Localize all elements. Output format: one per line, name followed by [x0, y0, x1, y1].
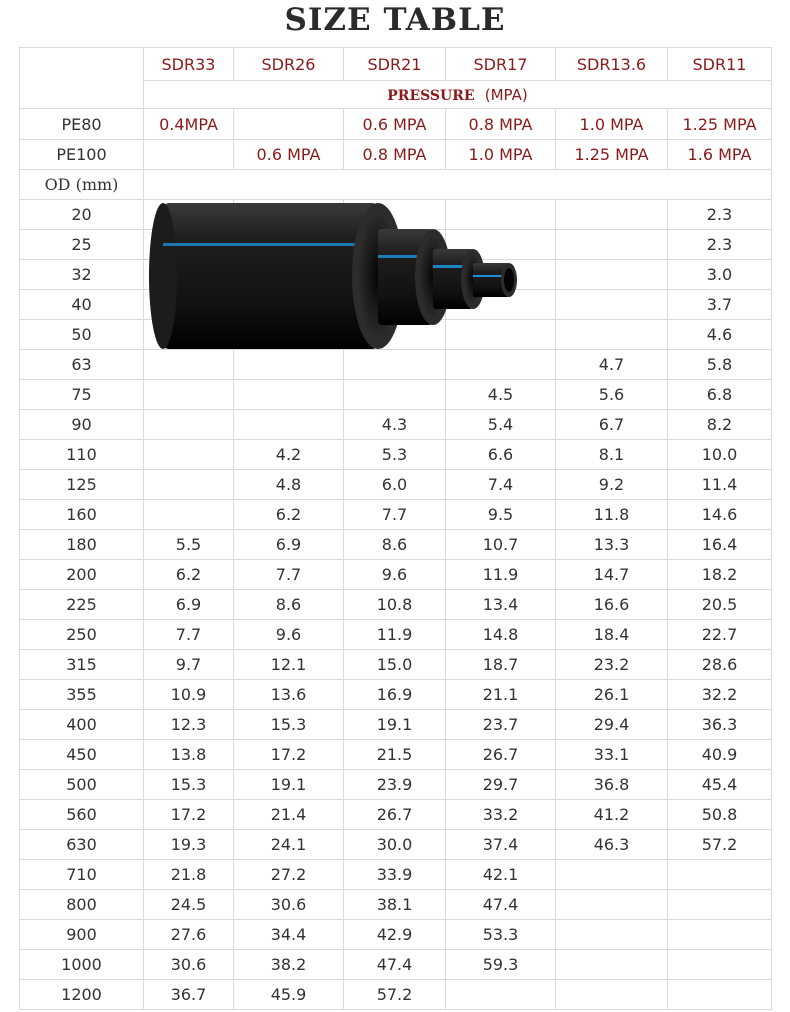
- wall-thickness-cell: 29.7: [446, 770, 556, 800]
- wall-thickness-cell: 7.4: [446, 470, 556, 500]
- wall-thickness-cell: [344, 200, 446, 230]
- wall-thickness-cell: 8.2: [668, 410, 772, 440]
- wall-thickness-cell: 2.3: [668, 200, 772, 230]
- wall-thickness-cell: 7.7: [234, 560, 344, 590]
- wall-thickness-cell: 57.2: [344, 980, 446, 1010]
- wall-thickness-cell: 9.5: [446, 500, 556, 530]
- wall-thickness-cell: 13.6: [234, 680, 344, 710]
- pe80-row: [20, 109, 772, 140]
- wall-thickness-cell: [344, 320, 446, 350]
- od-value: 355: [20, 680, 144, 710]
- wall-thickness-cell: 29.4: [556, 710, 668, 740]
- wall-thickness-cell: 37.4: [446, 830, 556, 860]
- size-table-body: [20, 48, 772, 1010]
- table-row: [20, 350, 772, 380]
- pe100-pressure-value: 1.6 MPA: [668, 140, 772, 170]
- wall-thickness-cell: 5.8: [668, 350, 772, 380]
- wall-thickness-cell: 47.4: [344, 950, 446, 980]
- od-value: 630: [20, 830, 144, 860]
- wall-thickness-cell: [234, 200, 344, 230]
- pe100-pressure-value: 0.8 MPA: [344, 140, 446, 170]
- wall-thickness-cell: 11.9: [344, 620, 446, 650]
- table-row: [20, 530, 772, 560]
- od-value: 50: [20, 320, 144, 350]
- wall-thickness-cell: 32.2: [668, 680, 772, 710]
- wall-thickness-cell: 26.7: [344, 800, 446, 830]
- wall-thickness-cell: 6.2: [144, 560, 234, 590]
- wall-thickness-cell: 16.6: [556, 590, 668, 620]
- wall-thickness-cell: 3.7: [668, 290, 772, 320]
- wall-thickness-cell: [556, 980, 668, 1010]
- wall-thickness-cell: 10.8: [344, 590, 446, 620]
- wall-thickness-cell: 21.8: [144, 860, 234, 890]
- table-row: [20, 560, 772, 590]
- wall-thickness-cell: 33.9: [344, 860, 446, 890]
- sdr-header: SDR11: [668, 48, 772, 81]
- wall-thickness-cell: 14.8: [446, 620, 556, 650]
- wall-thickness-cell: [144, 260, 234, 290]
- table-row: [20, 650, 772, 680]
- wall-thickness-cell: [556, 230, 668, 260]
- wall-thickness-cell: 17.2: [144, 800, 234, 830]
- wall-thickness-cell: 2.3: [668, 230, 772, 260]
- wall-thickness-cell: 27.2: [234, 860, 344, 890]
- wall-thickness-cell: 9.6: [344, 560, 446, 590]
- od-value: 25: [20, 230, 144, 260]
- od-value: 200: [20, 560, 144, 590]
- wall-thickness-cell: [344, 260, 446, 290]
- wall-thickness-cell: 21.5: [344, 740, 446, 770]
- table-row: [20, 950, 772, 980]
- wall-thickness-cell: [144, 500, 234, 530]
- wall-thickness-cell: 42.9: [344, 920, 446, 950]
- wall-thickness-cell: [144, 380, 234, 410]
- wall-thickness-cell: 59.3: [446, 950, 556, 980]
- table-row: [20, 710, 772, 740]
- pe80-pressure-value: 0.4MPA: [144, 109, 234, 140]
- wall-thickness-cell: 11.4: [668, 470, 772, 500]
- wall-thickness-cell: 19.1: [344, 710, 446, 740]
- wall-thickness-cell: [446, 320, 556, 350]
- wall-thickness-cell: [556, 860, 668, 890]
- sdr-header: SDR13.6: [556, 48, 668, 81]
- pe100-pressure-value: 1.25 MPA: [556, 140, 668, 170]
- pe100-row: [20, 140, 772, 170]
- wall-thickness-cell: 13.8: [144, 740, 234, 770]
- wall-thickness-cell: 23.2: [556, 650, 668, 680]
- wall-thickness-cell: [234, 350, 344, 380]
- wall-thickness-cell: 5.5: [144, 530, 234, 560]
- od-value: 710: [20, 860, 144, 890]
- od-value: 560: [20, 800, 144, 830]
- wall-thickness-cell: 57.2: [668, 830, 772, 860]
- wall-thickness-cell: 30.0: [344, 830, 446, 860]
- wall-thickness-cell: [234, 320, 344, 350]
- od-value: 400: [20, 710, 144, 740]
- table-row: [20, 980, 772, 1010]
- wall-thickness-cell: [668, 920, 772, 950]
- wall-thickness-cell: 4.7: [556, 350, 668, 380]
- wall-thickness-cell: 5.3: [344, 440, 446, 470]
- wall-thickness-cell: [556, 290, 668, 320]
- od-label-spacer: [144, 170, 772, 200]
- wall-thickness-cell: [556, 950, 668, 980]
- wall-thickness-cell: 4.8: [234, 470, 344, 500]
- wall-thickness-cell: 47.4: [446, 890, 556, 920]
- wall-thickness-cell: 8.6: [344, 530, 446, 560]
- wall-thickness-cell: [144, 470, 234, 500]
- wall-thickness-cell: 4.3: [344, 410, 446, 440]
- wall-thickness-cell: [446, 980, 556, 1010]
- wall-thickness-cell: [234, 380, 344, 410]
- wall-thickness-cell: 12.1: [234, 650, 344, 680]
- corner-cell: [20, 48, 144, 109]
- sdr-header-row: [20, 48, 772, 81]
- wall-thickness-cell: [144, 290, 234, 320]
- wall-thickness-cell: [668, 980, 772, 1010]
- pe80-pressure-value: [234, 109, 344, 140]
- table-row: [20, 830, 772, 860]
- wall-thickness-cell: [144, 230, 234, 260]
- wall-thickness-cell: [144, 350, 234, 380]
- wall-thickness-cell: [668, 950, 772, 980]
- table-row: [20, 620, 772, 650]
- od-value: 180: [20, 530, 144, 560]
- wall-thickness-cell: 11.8: [556, 500, 668, 530]
- wall-thickness-cell: 28.6: [668, 650, 772, 680]
- wall-thickness-cell: 6.9: [234, 530, 344, 560]
- wall-thickness-cell: [144, 440, 234, 470]
- wall-thickness-cell: 38.2: [234, 950, 344, 980]
- wall-thickness-cell: 21.1: [446, 680, 556, 710]
- wall-thickness-cell: 46.3: [556, 830, 668, 860]
- wall-thickness-cell: 40.9: [668, 740, 772, 770]
- wall-thickness-cell: [234, 260, 344, 290]
- pe100-label: PE100: [20, 140, 144, 170]
- pressure-header: [144, 81, 772, 109]
- table-row: [20, 500, 772, 530]
- wall-thickness-cell: 42.1: [446, 860, 556, 890]
- wall-thickness-cell: 4.5: [446, 380, 556, 410]
- wall-thickness-cell: 34.4: [234, 920, 344, 950]
- od-value: 75: [20, 380, 144, 410]
- wall-thickness-cell: [234, 230, 344, 260]
- wall-thickness-cell: 9.7: [144, 650, 234, 680]
- wall-thickness-cell: 45.4: [668, 770, 772, 800]
- wall-thickness-cell: [556, 890, 668, 920]
- table-row: [20, 260, 772, 290]
- wall-thickness-cell: 7.7: [344, 500, 446, 530]
- table-row: [20, 860, 772, 890]
- pressure-unit: (MPA): [484, 86, 528, 104]
- wall-thickness-cell: 10.7: [446, 530, 556, 560]
- wall-thickness-cell: 3.0: [668, 260, 772, 290]
- wall-thickness-cell: 10.9: [144, 680, 234, 710]
- od-value: 110: [20, 440, 144, 470]
- wall-thickness-cell: 6.6: [446, 440, 556, 470]
- pe80-pressure-value: 1.0 MPA: [556, 109, 668, 140]
- wall-thickness-cell: 4.2: [234, 440, 344, 470]
- wall-thickness-cell: 11.9: [446, 560, 556, 590]
- pe100-pressure-value: [144, 140, 234, 170]
- wall-thickness-cell: 16.9: [344, 680, 446, 710]
- wall-thickness-cell: 30.6: [234, 890, 344, 920]
- wall-thickness-cell: 13.4: [446, 590, 556, 620]
- pe80-label: PE80: [20, 109, 144, 140]
- pe100-pressure-value: 0.6 MPA: [234, 140, 344, 170]
- table-row: [20, 740, 772, 770]
- wall-thickness-cell: 23.7: [446, 710, 556, 740]
- wall-thickness-cell: 36.8: [556, 770, 668, 800]
- wall-thickness-cell: 9.2: [556, 470, 668, 500]
- wall-thickness-cell: 10.0: [668, 440, 772, 470]
- wall-thickness-cell: 45.9: [234, 980, 344, 1010]
- wall-thickness-cell: 22.7: [668, 620, 772, 650]
- table-row: [20, 590, 772, 620]
- od-value: 225: [20, 590, 144, 620]
- wall-thickness-cell: [446, 200, 556, 230]
- wall-thickness-cell: [144, 320, 234, 350]
- sdr-header: SDR17: [446, 48, 556, 81]
- od-value: 32: [20, 260, 144, 290]
- wall-thickness-cell: 14.6: [668, 500, 772, 530]
- wall-thickness-cell: 15.3: [144, 770, 234, 800]
- wall-thickness-cell: [446, 230, 556, 260]
- wall-thickness-cell: [446, 260, 556, 290]
- wall-thickness-cell: 24.1: [234, 830, 344, 860]
- table-row: [20, 680, 772, 710]
- wall-thickness-cell: 5.4: [446, 410, 556, 440]
- od-value: 125: [20, 470, 144, 500]
- wall-thickness-cell: 8.1: [556, 440, 668, 470]
- wall-thickness-cell: 26.7: [446, 740, 556, 770]
- wall-thickness-cell: [344, 290, 446, 320]
- od-value: 160: [20, 500, 144, 530]
- table-row: [20, 470, 772, 500]
- od-value: 450: [20, 740, 144, 770]
- table-row: [20, 770, 772, 800]
- wall-thickness-cell: [234, 410, 344, 440]
- wall-thickness-cell: [344, 380, 446, 410]
- od-value: 63: [20, 350, 144, 380]
- wall-thickness-cell: 14.7: [556, 560, 668, 590]
- page-title: SIZE TABLE: [284, 2, 506, 38]
- wall-thickness-cell: [234, 290, 344, 320]
- wall-thickness-cell: 16.4: [668, 530, 772, 560]
- wall-thickness-cell: 6.8: [668, 380, 772, 410]
- wall-thickness-cell: 15.3: [234, 710, 344, 740]
- wall-thickness-cell: 53.3: [446, 920, 556, 950]
- table-row: [20, 800, 772, 830]
- od-value: 1000: [20, 950, 144, 980]
- wall-thickness-cell: 5.6: [556, 380, 668, 410]
- od-label-row: [20, 170, 772, 200]
- wall-thickness-cell: 19.3: [144, 830, 234, 860]
- od-value: 250: [20, 620, 144, 650]
- wall-thickness-cell: 21.4: [234, 800, 344, 830]
- wall-thickness-cell: [556, 920, 668, 950]
- wall-thickness-cell: 6.9: [144, 590, 234, 620]
- od-value: 40: [20, 290, 144, 320]
- wall-thickness-cell: 26.1: [556, 680, 668, 710]
- wall-thickness-cell: 18.7: [446, 650, 556, 680]
- pe80-pressure-value: 1.25 MPA: [668, 109, 772, 140]
- od-value: 800: [20, 890, 144, 920]
- od-value: 900: [20, 920, 144, 950]
- wall-thickness-cell: 19.1: [234, 770, 344, 800]
- wall-thickness-cell: 18.4: [556, 620, 668, 650]
- wall-thickness-cell: [556, 320, 668, 350]
- wall-thickness-cell: [144, 410, 234, 440]
- od-value: 1200: [20, 980, 144, 1010]
- wall-thickness-cell: 4.6: [668, 320, 772, 350]
- table-row: [20, 380, 772, 410]
- wall-thickness-cell: [446, 350, 556, 380]
- od-value: 500: [20, 770, 144, 800]
- pressure-label: PRESSURE: [387, 88, 475, 104]
- wall-thickness-cell: 27.6: [144, 920, 234, 950]
- wall-thickness-cell: 15.0: [344, 650, 446, 680]
- table-row: [20, 290, 772, 320]
- wall-thickness-cell: 24.5: [144, 890, 234, 920]
- table-row: [20, 320, 772, 350]
- wall-thickness-cell: 18.2: [668, 560, 772, 590]
- wall-thickness-cell: 6.2: [234, 500, 344, 530]
- od-value: 20: [20, 200, 144, 230]
- wall-thickness-cell: 8.6: [234, 590, 344, 620]
- table-row: [20, 440, 772, 470]
- wall-thickness-cell: 33.2: [446, 800, 556, 830]
- wall-thickness-cell: [556, 260, 668, 290]
- table-row: [20, 200, 772, 230]
- wall-thickness-cell: 17.2: [234, 740, 344, 770]
- table-row: [20, 230, 772, 260]
- od-label: OD (mm): [20, 170, 144, 200]
- wall-thickness-cell: 36.3: [668, 710, 772, 740]
- wall-thickness-cell: [344, 350, 446, 380]
- sdr-header: SDR33: [144, 48, 234, 81]
- wall-thickness-cell: 50.8: [668, 800, 772, 830]
- od-value: 315: [20, 650, 144, 680]
- wall-thickness-cell: 7.7: [144, 620, 234, 650]
- wall-thickness-cell: [668, 890, 772, 920]
- wall-thickness-cell: 23.9: [344, 770, 446, 800]
- table-row: [20, 890, 772, 920]
- table-row: [20, 920, 772, 950]
- wall-thickness-cell: [446, 290, 556, 320]
- size-table: [19, 47, 772, 1010]
- wall-thickness-cell: [556, 200, 668, 230]
- wall-thickness-cell: [668, 860, 772, 890]
- wall-thickness-cell: 36.7: [144, 980, 234, 1010]
- wall-thickness-cell: 6.7: [556, 410, 668, 440]
- pe80-pressure-value: 0.8 MPA: [446, 109, 556, 140]
- wall-thickness-cell: [144, 200, 234, 230]
- wall-thickness-cell: 6.0: [344, 470, 446, 500]
- wall-thickness-cell: 38.1: [344, 890, 446, 920]
- sdr-header: SDR26: [234, 48, 344, 81]
- wall-thickness-cell: 13.3: [556, 530, 668, 560]
- pe100-pressure-value: 1.0 MPA: [446, 140, 556, 170]
- wall-thickness-cell: 30.6: [144, 950, 234, 980]
- wall-thickness-cell: 41.2: [556, 800, 668, 830]
- pe80-pressure-value: 0.6 MPA: [344, 109, 446, 140]
- wall-thickness-cell: 33.1: [556, 740, 668, 770]
- od-value: 90: [20, 410, 144, 440]
- sdr-header: SDR21: [344, 48, 446, 81]
- wall-thickness-cell: 12.3: [144, 710, 234, 740]
- table-row: [20, 410, 772, 440]
- wall-thickness-cell: 9.6: [234, 620, 344, 650]
- wall-thickness-cell: 20.5: [668, 590, 772, 620]
- wall-thickness-cell: [344, 230, 446, 260]
